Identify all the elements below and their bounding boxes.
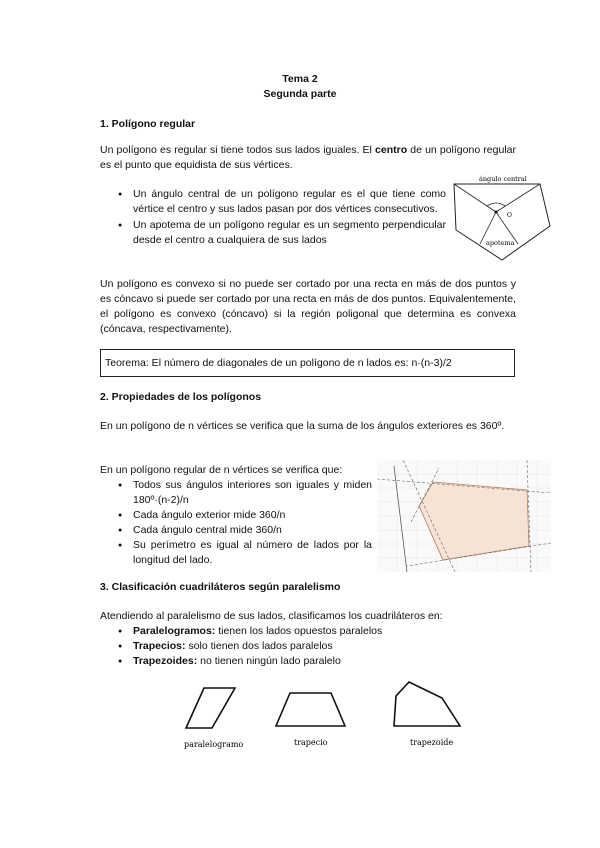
caption-trapecio: trapecio <box>294 738 328 747</box>
intro-text-b: de un polígono regular es el punto que equidista de sus vértices. <box>100 144 516 171</box>
exterior-angles-figure <box>377 460 551 572</box>
list-item: ● Todos sus ángulos interiores son iguales y miden 180º·(n-2)/n <box>116 478 372 508</box>
quadrilaterals-figure <box>180 676 470 752</box>
regular-pentagon-figure <box>446 166 554 262</box>
list-item: ● Cada ángulo central mide 360/n <box>116 523 372 538</box>
list-item: ● Cada ángulo exterior mide 360/n <box>116 508 372 523</box>
apotema-label: apotema <box>486 239 515 247</box>
desc-trapezoides: no tienen ningún lado paralelo <box>197 655 341 667</box>
desc-trapecios: solo tienen dos lados paralelos <box>185 640 333 652</box>
term-paralelogramos: Paralelogramos: <box>133 625 216 637</box>
list-item <box>116 624 506 639</box>
section1-heading: 1. Polígono regular <box>100 118 196 130</box>
desc-paralelogramos: tienen los lados opuestos paralelos <box>215 625 383 637</box>
list-item <box>116 654 506 669</box>
section3-list <box>116 624 506 669</box>
page-title: Tema 2 <box>282 73 318 85</box>
angle-label: ángulo central <box>479 175 527 183</box>
section2-heading: 2. Propiedades de los polígonos <box>100 391 262 403</box>
intro-text-a: Un polígono es regular si tiene todos sus lados iguales. El <box>100 144 376 156</box>
list-item: ● Su perímetro es igual al número de lados por la longitud del lado. <box>116 538 372 568</box>
list-item: ● Un ángulo central de un polígono regular es el que tiene como vértice el centro y sus lados pasan por dos vértices consecutivos. <box>116 187 446 217</box>
intro-bold-centro: centro <box>375 144 408 156</box>
section3-intro: Atendiendo al paralelismo de sus lados, clasificamos los cuadriláteros en: <box>100 610 443 622</box>
paralelogramo-shape <box>186 688 235 728</box>
trapezoide-shape <box>394 682 460 726</box>
list-item: ● Un apotema de un polígono regular es un segmento perpendicular desde el centro a cualquiera de sus lados <box>116 218 446 248</box>
theorem-box: Teorema: El número de diagonales de un polígono de n lados es: n·(n-3)/2 <box>100 349 515 377</box>
section2-para1: En un polígono de n vértices se verifica que la suma de los ángulos exteriores es 360º. <box>100 420 505 432</box>
section2-bullets <box>116 478 372 568</box>
caption-paralelogramo: paralelogramo <box>184 740 244 749</box>
section2-para2: En un polígono regular de n vértices se verifica que: <box>100 464 343 476</box>
convex-paragraph: Un polígono es convexo si no puede ser cortado por una recta en más de dos puntos y es cóncavo si puede ser cortado por una recta en más de dos puntos. Equivalentemente, el polígono es convexo (cóncavo) si la región poligonal que determina es convexa (cóncava, respectivamente). <box>100 278 516 335</box>
term-trapezoides: Trapezoides: <box>133 655 198 667</box>
trapecio-shape <box>276 693 345 726</box>
caption-trapezoide: trapezoide <box>410 738 454 747</box>
term-trapecios: Trapecios: <box>133 640 186 652</box>
list-item <box>116 639 506 654</box>
center-label: O <box>507 212 512 219</box>
section1-bullets <box>116 187 446 248</box>
section3-heading: 3. Clasificación cuadriláteros según paralelismo <box>100 581 341 593</box>
page-subtitle: Segunda parte <box>263 88 337 100</box>
